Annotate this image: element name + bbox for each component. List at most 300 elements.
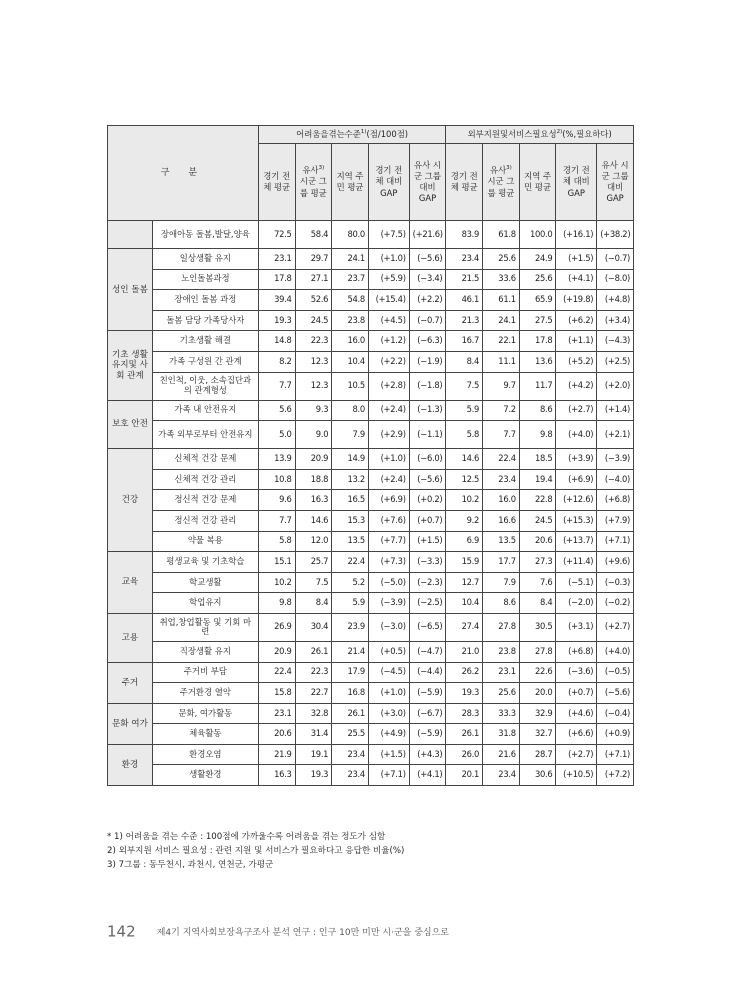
table-cell-value: (−5.0) [368,572,409,593]
footnote [107,844,667,858]
table-row [108,221,634,249]
column-header [295,144,332,221]
table-cell-value: (+15.3) [556,510,597,531]
table-cell-value: 46.1 [446,290,483,311]
table-row [108,331,634,352]
table-cell-value: 23.8 [332,310,369,331]
table-cell-value: (−0.4) [597,703,634,724]
table-row [108,449,634,470]
table-cell-value: (+1.0) [368,249,409,270]
row-item-label: 학업유지 [152,593,258,614]
table-cell-value: 9.8 [258,593,295,614]
table-row [108,469,634,490]
table-cell-value: 16.5 [332,490,369,511]
table-cell-value: 21.9 [258,744,295,765]
table-cell-value: 15.8 [258,683,295,704]
table-cell-value: 23.9 [332,613,369,641]
table-row [108,269,634,290]
table-cell-value: 27.1 [295,269,332,290]
table-cell-value: 24.1 [332,249,369,270]
table-cell-value: (−5.9) [409,683,446,704]
row-item-label: 직장생활 유지 [152,641,258,662]
table-cell-value: (+19.8) [556,290,597,311]
table-row [108,724,634,745]
table-cell-value: 33.6 [483,269,520,290]
table-cell-value: (−5.1) [556,572,597,593]
table-cell-value: (−6.5) [409,613,446,641]
table-cell-value: (+9.6) [597,552,634,573]
table-cell-value: (−3.0) [368,613,409,641]
table-cell-value: 30.4 [295,613,332,641]
table-cell-value: (+2.9) [368,421,409,449]
column-header [368,144,409,221]
row-group-label: 문화 여가 [108,703,153,744]
table-cell-value: (+6.6) [556,724,597,745]
table-cell-value: 19.3 [258,310,295,331]
table-cell-value: (+0.5) [368,641,409,662]
table-cell-value: 13.9 [258,449,295,470]
row-item-label: 주거비 부담 [152,662,258,683]
table-cell-value: (+2.4) [368,469,409,490]
table-cell-value: 25.6 [483,683,520,704]
table-cell-value: 22.4 [258,662,295,683]
column-header-text: 유사 시군 그룹 대비 GAP [601,159,629,204]
row-group-label: 성인 돌봄 [108,249,153,331]
table-cell-value: (−3.4) [409,269,446,290]
table-cell-value: 22.4 [483,449,520,470]
table-cell-value: 7.7 [258,510,295,531]
table-cell-value: (+7.5) [368,221,409,249]
table-cell-value: (−0.7) [597,249,634,270]
table-cell-value: 14.6 [295,510,332,531]
table-cell-value: (+2.8) [368,372,409,400]
table-cell-value: 8.4 [446,351,483,372]
table-cell-value: (+38.2) [597,221,634,249]
table-cell-value: 17.8 [258,269,295,290]
table-cell-value: (+3.4) [597,310,634,331]
row-item-label: 정신적 건강 문제 [152,490,258,511]
column-header-text: 유사 시군 그룹 대비 GAP [414,159,441,204]
row-group-label: 주거 [108,662,153,703]
table-cell-value: 10.5 [332,372,369,400]
table-cell-value: (−0.7) [409,310,446,331]
row-item-label: 문화, 여가활동 [152,703,258,724]
table-cell-value: (−3.3) [409,552,446,573]
table-cell-value: (+5.2) [556,351,597,372]
table-cell-value: 8.4 [295,593,332,614]
table-cell-value: (+4.8) [597,290,634,311]
table-cell-value: 17.8 [519,331,556,352]
table-cell-value: (+7.7) [368,531,409,552]
row-group-label: 건강 [108,449,153,552]
row-item-label: 신체적 건강 관리 [152,469,258,490]
table-cell-value: (+7.1) [368,765,409,786]
table-cell-value: 7.5 [446,372,483,400]
table-cell-value: 19.1 [295,744,332,765]
row-item-label: 취업,창업활동 및 기회 마련 [152,613,258,641]
row-item-label: 가족 구성원 간 관계 [152,351,258,372]
table-cell-value: 80.0 [332,221,369,249]
table-cell-value: 27.5 [519,310,556,331]
table-cell-value: (+0.9) [597,724,634,745]
table-cell-value: 16.0 [483,490,520,511]
row-item-label: 친인척, 이웃, 소속집단과의 관계형성 [152,372,258,400]
row-group-label: 고용 [108,613,153,662]
column-header-text: 경기 전체 평균 [263,170,291,192]
table-cell-value: 30.6 [519,765,556,786]
table-cell-value: (+21.6) [409,221,446,249]
table-row [108,683,634,704]
table-cell-value: (−0.2) [597,593,634,614]
column-header [332,144,369,221]
table-cell-value: 21.6 [483,744,520,765]
table-cell-value: (+7.3) [368,552,409,573]
table-cell-value: 25.5 [332,724,369,745]
table-cell-value: 14.6 [446,449,483,470]
needs-survey-table [107,125,634,786]
table-cell-value: (+5.9) [368,269,409,290]
row-group-label: 환경 [108,744,153,785]
row-item-label: 평생교육 및 기초학습 [152,552,258,573]
table-cell-value: 8.0 [332,400,369,421]
table-cell-value: (+3.0) [368,703,409,724]
table-row [108,662,634,683]
table-cell-value: (+1.5) [556,249,597,270]
table-cell-value: 83.9 [446,221,483,249]
table-cell-value: (+13.7) [556,531,597,552]
table-cell-value: (+6.9) [368,490,409,511]
footnote-mark: 2) [107,846,116,856]
table-row [108,613,634,641]
row-item-label: 정신적 건강 관리 [152,510,258,531]
table-cell-value: (+1.2) [368,331,409,352]
table-row [108,641,634,662]
table-cell-value: (+1.4) [597,400,634,421]
table-cell-value: 5.8 [258,531,295,552]
table-cell-value: (+2.5) [597,351,634,372]
footnote [107,830,667,844]
table-cell-value: (+1.1) [556,331,597,352]
table-cell-value: (+2.7) [597,613,634,641]
table-cell-value: 22.6 [519,662,556,683]
row-item-label: 환경오염 [152,744,258,765]
table-cell-value: 5.6 [258,400,295,421]
page-footer [107,921,449,941]
table-cell-value: 23.1 [258,703,295,724]
table-cell-value: (+12.6) [556,490,597,511]
table-cell-value: (−0.3) [597,572,634,593]
table-cell-value: (+3.1) [556,613,597,641]
row-item-label: 가족 외부로부터 안전유지 [152,421,258,449]
table-row [108,249,634,270]
table-cell-value: (+4.3) [409,744,446,765]
table-cell-value: 20.0 [519,683,556,704]
table-cell-value: (+1.5) [368,744,409,765]
table-cell-value: 23.8 [483,641,520,662]
table-cell-value: 22.3 [295,662,332,683]
table-cell-value: 24.5 [519,510,556,531]
table-cell-value: (+11.4) [556,552,597,573]
table-cell-value: 5.2 [332,572,369,593]
table-cell-value: 8.2 [258,351,295,372]
row-group-label: 보호 안전 [108,400,153,449]
table-row [108,310,634,331]
table-cell-value: (−1.9) [409,351,446,372]
table-cell-value: 14.8 [258,331,295,352]
row-item-label: 장애아동 돌봄,발달,양육 [152,221,258,249]
table-cell-value: (+7.2) [597,765,634,786]
table-cell-value: 29.7 [295,249,332,270]
table-cell-value: (−5.6) [409,469,446,490]
table-cell-value: 7.6 [519,572,556,593]
row-item-label: 신체적 건강 문제 [152,449,258,470]
table-cell-value: 100.0 [519,221,556,249]
table-cell-value: 19.3 [446,683,483,704]
table-cell-value: 15.3 [332,510,369,531]
table-cell-value: 17.9 [332,662,369,683]
column-header-text: 경기 전체 대비 GAP [375,165,403,198]
row-item-label: 기초생활 해결 [152,331,258,352]
table-cell-value: 20.9 [295,449,332,470]
table-cell-value: 23.7 [332,269,369,290]
column-header-text-rest: 시군 그룹 평균 [299,176,327,198]
table-cell-value: (+6.8) [597,490,634,511]
table-cell-value: (+4.1) [409,765,446,786]
table-cell-value: (+4.0) [597,641,634,662]
table-cell-value: (−4.5) [368,662,409,683]
column-header-text: 유사 [489,165,507,176]
table-cell-value: (−5.6) [409,249,446,270]
table-cell-value: (−8.0) [597,269,634,290]
table-cell-value: 7.9 [483,572,520,593]
table-cell-value: (+15.4) [368,290,409,311]
table-header-difficulty-level: 어려움을겪는수준$^{1)}$(점/100점) [258,126,446,144]
row-item-label: 일상생활 유지 [152,249,258,270]
table-cell-value: 30.5 [519,613,556,641]
table-cell-value: (−4.3) [597,331,634,352]
table-cell-value: 5.8 [446,421,483,449]
table-cell-value: 26.2 [446,662,483,683]
table-cell-value: (+4.6) [556,703,597,724]
table-row [108,351,634,372]
table-cell-value: 31.4 [295,724,332,745]
column-header-footnote-mark: 3) [506,165,512,172]
column-header [597,144,634,221]
table-cell-value: 26.1 [332,703,369,724]
table-cell-value: 5.0 [258,421,295,449]
table-cell-value: 26.1 [446,724,483,745]
table-cell-value: (+2.0) [597,372,634,400]
table-cell-value: (+7.1) [597,531,634,552]
table-cell-value: 7.7 [258,372,295,400]
table-row [108,372,634,400]
table-cell-value: (−2.5) [409,593,446,614]
table-cell-value: 9.8 [519,421,556,449]
table-cell-value: 12.0 [295,531,332,552]
table-cell-value: 24.9 [519,249,556,270]
table-cell-value: (+7.9) [597,510,634,531]
table-cell-value: 8.4 [519,593,556,614]
table-row [108,593,634,614]
table-cell-value: (−3.9) [597,449,634,470]
column-header-text: 유사 [302,165,319,176]
column-header-text: 지역 주민 평균 [336,170,364,192]
table-cell-value: 61.8 [483,221,520,249]
table-cell-value: (+6.2) [556,310,597,331]
table-cell-value: (+4.9) [368,724,409,745]
table-cell-value: (+2.7) [556,744,597,765]
table-cell-value: 21.0 [446,641,483,662]
table-cell-value: 32.8 [295,703,332,724]
row-item-label: 약물 복용 [152,531,258,552]
table-cell-value: (+16.1) [556,221,597,249]
column-header [258,144,295,221]
table-cell-value: 12.3 [295,351,332,372]
table-cell-value: (−5.6) [597,683,634,704]
table-cell-value: 65.9 [519,290,556,311]
running-title: 제4기 지역사회보장욕구조사 분석 연구 : 인구 10만 미만 시·군을 중심으로 [156,928,449,938]
column-header-footnote-mark: 3) [318,165,325,172]
table-cell-value: 20.1 [446,765,483,786]
table-row [108,490,634,511]
table-cell-value: (−0.5) [597,662,634,683]
table-cell-value: 20.9 [258,641,295,662]
column-header [556,144,597,221]
table-cell-value: (+0.7) [409,510,446,531]
footnote-text: 외부지원 서비스 필요성 : 관련 지원 및 서비스가 필요하다고 응답한 비율(%) [118,846,405,856]
column-header [409,144,446,221]
table-cell-value: 10.2 [446,490,483,511]
table-cell-value: (+3.9) [556,449,597,470]
table-cell-value: 5.9 [332,593,369,614]
table-cell-value: 16.0 [332,331,369,352]
table-cell-value: 13.6 [519,351,556,372]
table-cell-value: 7.5 [295,572,332,593]
table-cell-value: 23.4 [483,765,520,786]
table-cell-value: 23.1 [258,249,295,270]
table-cell-value: 10.8 [258,469,295,490]
table-cell-value: 25.6 [483,249,520,270]
table-cell-value: 12.7 [446,572,483,593]
table-cell-value: (+0.7) [556,683,597,704]
row-item-label: 돌봄 담당 가족당사자 [152,310,258,331]
table-cell-value: (−1.8) [409,372,446,400]
table-cell-value: 26.0 [446,744,483,765]
table-row [108,510,634,531]
table-cell-value: 24.5 [295,310,332,331]
table-cell-value: 10.4 [446,593,483,614]
table-cell-value: 19.3 [295,765,332,786]
table-cell-value: (+1.0) [368,449,409,470]
footnote-text: 7그룹 : 동두천시, 과천시, 연천군, 가평군 [118,860,274,870]
table-cell-value: 23.1 [483,662,520,683]
table-cell-value: 7.2 [483,400,520,421]
table-row [108,531,634,552]
table-cell-value: 39.4 [258,290,295,311]
table-cell-value: 22.4 [332,552,369,573]
table-cell-value: (+2.4) [368,400,409,421]
table-cell-value: 20.6 [519,531,556,552]
table-cell-value: 27.4 [446,613,483,641]
table-cell-value: 25.6 [519,269,556,290]
table-cell-value: 12.5 [446,469,483,490]
table-cell-value: 12.3 [295,372,332,400]
table-cell-value: 16.6 [483,510,520,531]
table-cell-value: 24.1 [483,310,520,331]
table-cell-value: (+7.6) [368,510,409,531]
table-cell-value: (−6.0) [409,449,446,470]
table-cell-value: 9.7 [483,372,520,400]
row-item-label: 장애인 돌봄 과정 [152,290,258,311]
table-cell-value: (+6.8) [556,641,597,662]
table-cell-value: 8.6 [483,593,520,614]
row-group-label: 기초 생활 유지및 사회 관계 [108,331,153,400]
table-cell-value: (−5.9) [409,724,446,745]
table-cell-value: 58.4 [295,221,332,249]
table-cell-value: 16.8 [332,683,369,704]
table-cell-value: 21.5 [446,269,483,290]
table-cell-value: (−4.7) [409,641,446,662]
table-cell-value: 22.3 [295,331,332,352]
table-cell-value: 16.3 [258,765,295,786]
table-cell-value: 16.3 [295,490,332,511]
table-row [108,572,634,593]
row-item-label: 노인돌봄과정 [152,269,258,290]
row-item-label: 생활환경 [152,765,258,786]
table-cell-value: 22.8 [519,490,556,511]
table-cell-value: 22.1 [483,331,520,352]
table-cell-value: 23.4 [332,765,369,786]
table-cell-value: 33.3 [483,703,520,724]
table-cell-value: (−6.3) [409,331,446,352]
table-cell-value: (+10.5) [556,765,597,786]
footnote-text: 어려움을 겪는 수준 : 100점에 가까울수록 어려움을 겪는 정도가 심함 [125,832,386,842]
table-cell-value: 15.1 [258,552,295,573]
row-group-label [108,221,153,249]
table-cell-value: (−1.1) [409,421,446,449]
table-cell-value: 7.7 [483,421,520,449]
table-cell-value: 13.5 [332,531,369,552]
table-cell-value: 27.8 [519,641,556,662]
table-cell-value: 9.0 [295,421,332,449]
table-cell-value: (+4.0) [556,421,597,449]
table-header-service-need: 외부지원및서비스필요성$^{2)}$(%,필요하다) [446,126,634,144]
row-group-label: 교육 [108,552,153,614]
table-cell-value: 13.5 [483,531,520,552]
table-cell-value: (−6.7) [409,703,446,724]
table-cell-value: (+2.2) [368,351,409,372]
table-cell-value: 23.4 [446,249,483,270]
table-cell-value: 7.9 [332,421,369,449]
row-item-label: 주거환경 열악 [152,683,258,704]
table-cell-value: 31.8 [483,724,520,745]
table-cell-value: 23.4 [483,469,520,490]
row-item-label: 체육활동 [152,724,258,745]
table-cell-value: 54.8 [332,290,369,311]
table-cell-value: (+1.5) [409,531,446,552]
table-cell-value: 14.9 [332,449,369,470]
table-cell-value: 8.6 [519,400,556,421]
table-cell-value: 23.4 [332,744,369,765]
table-cell-value: 5.9 [446,400,483,421]
table-cell-value: 21.3 [446,310,483,331]
table-cell-value: (+1.0) [368,683,409,704]
table-cell-value: 10.4 [332,351,369,372]
row-item-label: 가족 내 안전유지 [152,400,258,421]
table-cell-value: 15.9 [446,552,483,573]
column-header-text: 경기 전체 대비 GAP [562,165,590,198]
column-header [483,144,520,221]
